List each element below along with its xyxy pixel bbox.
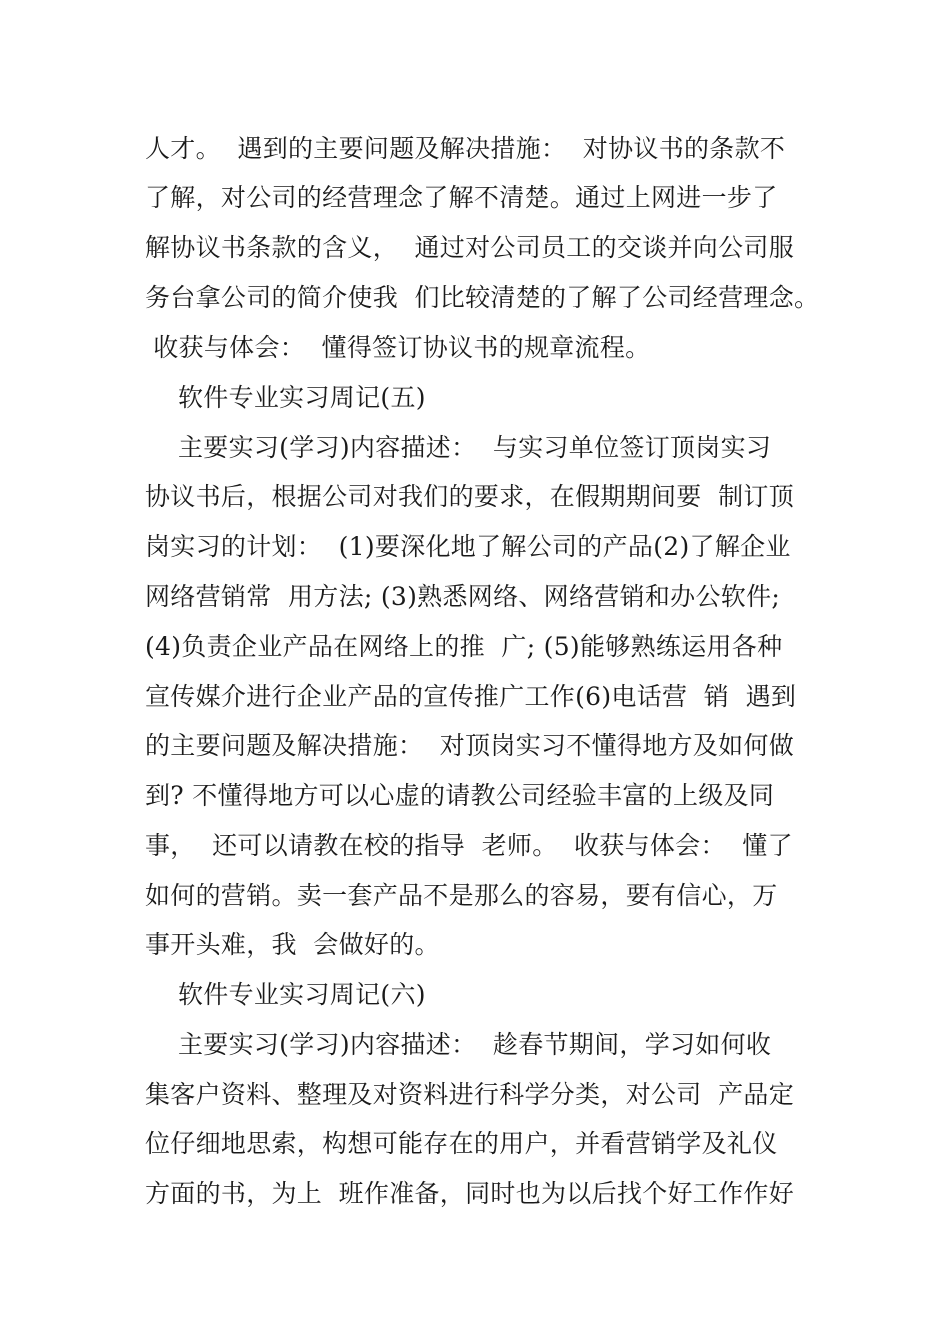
text-line: 网络营销常 用方法; (3)熟悉网络、网络营销和办公软件; <box>145 582 781 611</box>
text-line: 到? 不懂得地方可以心虚的请教公司经验丰富的上级及同 <box>145 781 775 810</box>
text-line: (4)负责企业产品在网络上的推 广; (5)能够熟练运用各种 <box>145 632 783 661</box>
section-heading: 软件专业实习周记(五) <box>145 383 426 412</box>
text-line: 宣传媒介进行企业产品的宣传推广工作(6)电话营 销 遇到 <box>145 682 797 711</box>
text-line: 主要实习(学习)内容描述： 与实习单位签订顶岗实习 <box>145 433 772 462</box>
text-line: 收获与体会： 懂得签订协议书的规章流程。 <box>145 333 651 362</box>
text-line: 人才。 遇到的主要问题及解决措施： 对协议书的条款不 <box>145 134 786 163</box>
text-line: 务台拿公司的简介使我 们比较清楚的了解了公司经营理念。 <box>145 283 820 312</box>
text-line: 主要实习(学习)内容描述： 趁春节期间，学习如何收 <box>145 1030 772 1059</box>
text-line: 事， 还可以请教在校的指导 老师。 收获与体会： 懂了 <box>145 831 793 860</box>
text-line: 如何的营销。卖一套产品不是那么的容易，要有信心，万 <box>145 881 778 910</box>
text-line: 岗实习的计划： (1)要深化地了解公司的产品(2)了解企业 <box>145 532 791 561</box>
text-line: 方面的书，为上 班作准备，同时也为以后找个好工作作好 <box>145 1179 794 1208</box>
text-line: 事开头难，我 会做好的。 <box>145 930 440 959</box>
text-line: 的主要问题及解决措施： 对顶岗实习不懂得地方及如何做 <box>145 731 794 760</box>
text-line: 协议书后，根据公司对我们的要求，在假期期间要 制订顶 <box>145 482 794 511</box>
section-heading: 软件专业实习周记(六) <box>145 980 426 1009</box>
text-line: 位仔细地思索，构想可能存在的用户，并看营销学及礼仪 <box>145 1129 778 1158</box>
text-line: 了解，对公司的经营理念了解不清楚。通过上网进一步了 <box>145 183 778 212</box>
text-line: 集客户资料、整理及对资料进行科学分类，对公司 产品定 <box>145 1080 794 1109</box>
text-line: 解协议书条款的含义， 通过对公司员工的交谈并向公司服 <box>145 233 794 262</box>
